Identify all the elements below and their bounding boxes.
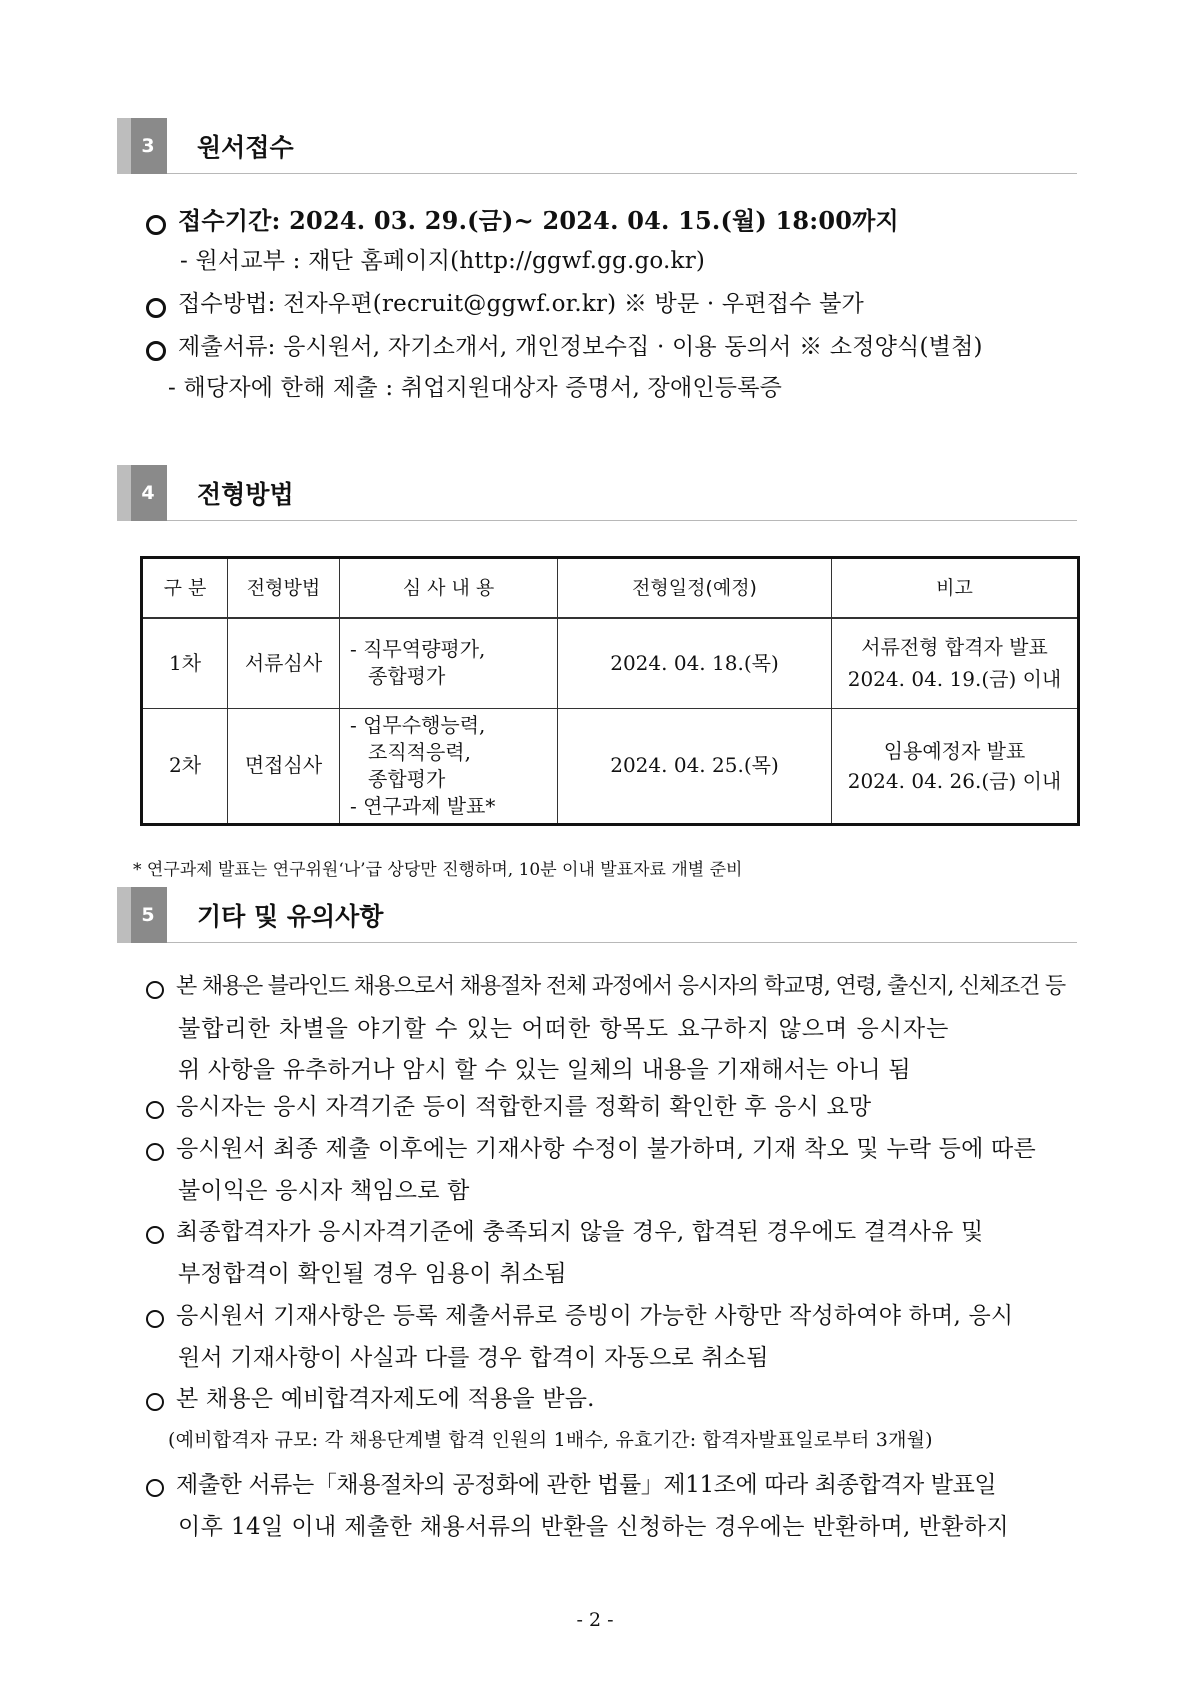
ring-bullet-icon (146, 981, 164, 999)
selection-method-table (140, 556, 1080, 826)
notice-line: 본 채용은 예비합격자제도에 적용을 받음. (176, 1386, 595, 1412)
content-line: 종합평가 (368, 664, 446, 689)
notice-line: 불합리한 차별을 야기할 수 있는 어떠한 항목도 요구하지 않으며 응시자는 (178, 1016, 950, 1042)
content-line: 조직적응력, (368, 739, 471, 764)
note-cell (832, 618, 1079, 708)
round-cell: 2차 (142, 708, 228, 824)
note-line: 2024. 04. 19.(금) 이내 (847, 667, 1062, 692)
round-cell: 1차 (142, 618, 228, 708)
content-cell (340, 618, 558, 708)
notice-line: 응시원서 기재사항은 등록 제출서류로 증빙이 가능한 사항만 작성하여야 하며, 응시 (176, 1303, 1014, 1329)
section-5-header (117, 887, 1077, 943)
content-line: 종합평가 (368, 766, 446, 791)
ring-bullet-icon (146, 1143, 164, 1161)
section-title: 원서접수 (197, 133, 294, 162)
section-number: 5 (141, 904, 155, 926)
notice-line: 부정합격이 확인될 경우 임용이 취소됨 (178, 1261, 567, 1287)
method-cell: 면접심사 (228, 708, 340, 824)
section-4-header (117, 465, 1077, 521)
ring-bullet-icon (146, 341, 166, 361)
content-line: - 연구과제 발표* (350, 793, 496, 818)
table-header-row (142, 558, 1079, 619)
note-line: 2024. 04. 26.(금) 이내 (847, 768, 1062, 793)
content-line: - 업무수행능력, (350, 712, 486, 737)
ring-bullet-icon (146, 1226, 164, 1244)
additional-documents: - 해당자에 한해 제출 : 취업지원대상자 증명서, 장애인등록증 (168, 375, 783, 401)
content-cell (340, 708, 558, 824)
notice-line: 응시원서 최종 제출 이후에는 기재사항 수정이 불가하며, 기재 착오 및 누락 등에 따른 (176, 1136, 1036, 1162)
header-schedule: 전형일정(예정) (558, 558, 832, 619)
ring-bullet-icon (146, 1310, 164, 1328)
notice-line: 제출한 서류는「채용절차의 공정화에 관한 법률」제11조에 따라 최종합격자 발표일 (176, 1472, 997, 1498)
notice-line: 불이익은 응시자 책임으로 함 (178, 1178, 470, 1204)
section-divider (167, 520, 1077, 521)
content-line: - 직무역량평가, (350, 637, 486, 662)
section-title: 기타 및 유의사항 (197, 902, 384, 931)
ring-bullet-icon (146, 215, 166, 235)
section-title: 전형방법 (197, 480, 294, 509)
notice-line: 최종합격자가 응시자격기준에 충족되지 않을 경우, 합격된 경우에도 결격사유 및 (176, 1219, 984, 1245)
reserve-note: (예비합격자 규모: 각 채용단계별 합격 인원의 1배수, 유효기간: 합격자발표일로부터 3개월) (168, 1429, 933, 1451)
application-period: 접수기간: 2024. 03. 29.(금)~ 2024. 04. 15.(월) 18:00까지 (178, 206, 899, 235)
header-note: 비고 (832, 558, 1079, 619)
section-number-box (117, 887, 167, 943)
section-divider (167, 942, 1077, 943)
header-round: 구 분 (142, 558, 228, 619)
note-cell (832, 708, 1079, 824)
note-line: 서류전형 합격자 발표 (861, 635, 1048, 660)
header-method: 전형방법 (228, 558, 340, 619)
section-3-header (117, 118, 1077, 174)
section-divider (167, 173, 1077, 174)
form-distribution: - 원서교부 : 재단 홈페이지(http://ggwf.gg.go.kr) (180, 248, 706, 274)
schedule-cell: 2024. 04. 25.(목) (558, 708, 832, 824)
notice-line: 응시자는 응시 자격기준 등이 적합한지를 정확히 확인한 후 응시 요망 (176, 1094, 872, 1120)
ring-bullet-icon (146, 1479, 164, 1497)
notice-line: 본 채용은 블라인드 채용으로서 채용절차 전체 과정에서 응시자의 학교명, 연령, 출신지, 신체조건 등 (176, 974, 1065, 999)
table-footnote: * 연구과제 발표는 연구위원‘나’급 상당만 진행하며, 10분 이내 발표자료 개별 준비 (133, 860, 743, 880)
section-number-box (117, 118, 167, 174)
schedule-cell: 2024. 04. 18.(목) (558, 618, 832, 708)
table-row (142, 618, 1079, 708)
header-content: 심 사 내 용 (340, 558, 558, 619)
notice-line: 이후 14일 이내 제출한 채용서류의 반환을 신청하는 경우에는 반환하며, 반환하지 (178, 1514, 1009, 1540)
application-method: 접수방법: 전자우편(recruit@ggwf.or.kr) ※ 방문 · 우편접수 불가 (178, 291, 864, 317)
method-cell: 서류심사 (228, 618, 340, 708)
note-line: 임용예정자 발표 (883, 738, 1026, 763)
submission-documents: 제출서류: 응시원서, 자기소개서, 개인정보수집 · 이용 동의서 ※ 소정양식(별첨) (178, 334, 983, 360)
ring-bullet-icon (146, 1393, 164, 1411)
ring-bullet-icon (146, 1101, 164, 1119)
section-number-box (117, 465, 167, 521)
ring-bullet-icon (146, 298, 166, 318)
notice-line: 위 사항을 유추하거나 암시 할 수 있는 일체의 내용을 기재해서는 아니 됨 (178, 1057, 911, 1083)
page-number: - 2 - (576, 1609, 614, 1631)
notice-line: 원서 기재사항이 사실과 다를 경우 합격이 자동으로 취소됨 (178, 1345, 769, 1371)
section-number: 3 (141, 135, 155, 157)
section-number: 4 (141, 482, 155, 504)
table-row (142, 708, 1079, 824)
